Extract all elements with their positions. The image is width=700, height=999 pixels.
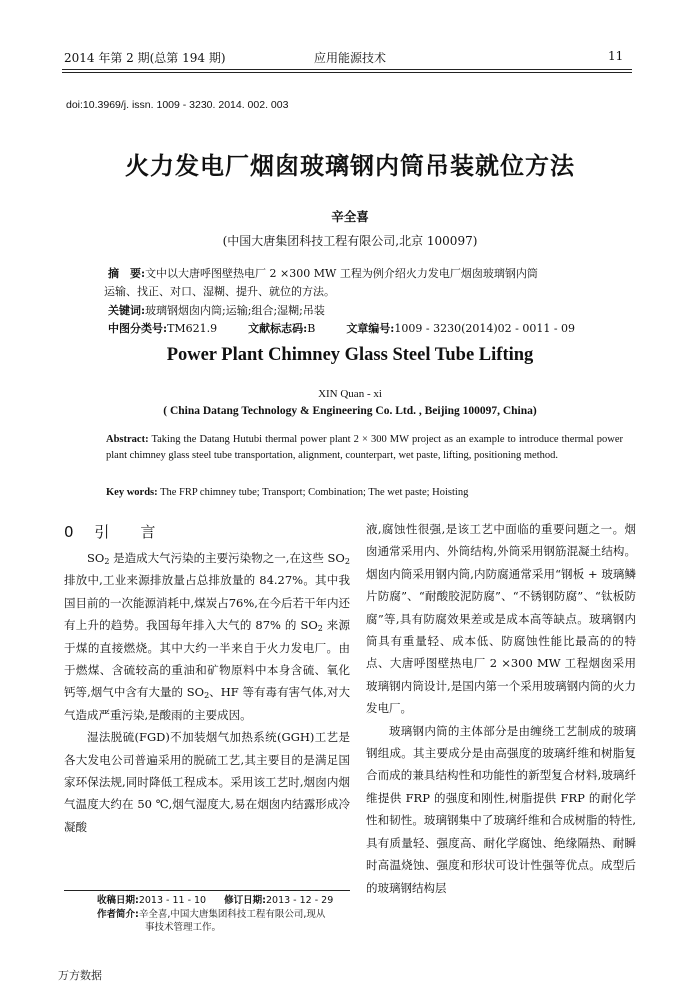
section-number: 0 — [64, 523, 82, 541]
affiliation-english: ( China Datang Technology & Engineering Co. Ltd. , Beijing 100097, China) — [163, 405, 537, 417]
header-rule — [62, 69, 632, 70]
keywords-text: 玻璃钢烟囱内筒;运输;组合;湿糊;吊装 — [145, 304, 325, 317]
header-issue: 2014 年第 2 期(总第 194 期) — [64, 51, 226, 65]
paragraph: 湿法脱硫(FGD)不加装烟气加热系统(GGH)工艺是各大发电公司普遍采用的脱硫工艺,其主要目的是满足国家环保法规,同时降低工程成本。采用该工艺时,烟囱内烟气温度大约在 50 ℃,烟气湿度大,易在烟囱内结露形成冷凝酸 — [64, 730, 350, 834]
keywords-en-label: Key words: — [106, 487, 158, 498]
clc-label: 中图分类号: — [108, 322, 168, 335]
abstract-chinese-cont: 运输、找正、对口、湿糊、提升、就位的方法。 — [104, 285, 335, 298]
clc-value: TM621.9 — [167, 322, 218, 335]
author-english: XIN Quan - xi — [318, 388, 382, 400]
doi: doi:10.3969/j. issn. 1009 - 3230. 2014. 002. 003 — [66, 99, 289, 111]
title-chinese: 火力发电厂烟囱玻璃钢内筒吊装就位方法 — [125, 152, 575, 180]
keywords-en-text: The FRP chimney tube; Transport; Combination; The wet paste; Hoisting — [160, 487, 469, 498]
header-rule-2 — [62, 72, 632, 73]
abstract-en-label: Abstract: — [106, 434, 149, 445]
footer-watermark: 万方数据 — [58, 969, 102, 982]
keywords-english — [106, 485, 623, 501]
footnote-bio: 作者简介:辛全喜,中国大唐集团科技工程有限公司,现从 — [97, 909, 326, 920]
article-no-label: 文章编号: — [346, 322, 395, 335]
footnote-dates: 收稿日期:2013 - 11 - 10 修订日期:2013 - 12 - 29 — [97, 895, 334, 906]
abstract-english — [106, 432, 623, 463]
abstract-label: 摘 要: — [108, 267, 146, 280]
footnote-bio-cont: 事技术管理工作。 — [145, 922, 222, 933]
classification-line — [108, 320, 648, 338]
doc-code-value: B — [307, 322, 316, 335]
article-no-value: 1009 - 3230(2014)02 - 0011 - 09 — [394, 322, 576, 335]
author-chinese: 辛全喜 — [331, 209, 369, 224]
abstract-text-1: 文中以大唐呼图壁热电厂 2 ×300 MW 工程为例介绍火力发电厂烟囱玻璃钢内筒 — [145, 267, 538, 280]
abstract-chinese — [108, 265, 618, 283]
right-column — [366, 518, 636, 899]
section-heading — [64, 521, 163, 542]
paragraph: $SO_2$ 是造成大气污染的主要污染物之一,在这些 $SO_2$ 排放中,工业来源排放量占总排放量的 84.27%。其中我国目前的一次能源消耗中,煤炭占76%,在今后若干年内还有上升的趋势。我国每年排入大气的 87% 的 $SO_2$ 来源于煤的直接燃烧。其中大约一半来自于火力发电厂。由于燃煤、含硫较高的重油和矿物原料中本身含硫、氧化钙等,烟气中含有大量的 $SO_2$、HF 等有毒有害气体,对大气造成严重污染,是酸雨的主要成因。 — [64, 551, 350, 722]
section-title: 引 言 — [94, 523, 164, 541]
keywords-label: 关键词: — [108, 304, 146, 317]
paragraph: 玻璃钢内筒的主体部分是由缠绕工艺制成的玻璃钢组成。其主要成分是由高强度的玻璃纤维和树脂复合而成的兼具结构性和功能性的新型复合材料,玻璃纤维提供 FRP 的强度和刚性,树脂提供 FRP 的耐化学性和韧性。玻璃钢集中了玻璃纤维和合成树脂的特性,具有质量轻、强度高、耐化学腐蚀、绝缘隔热、耐瞬时高温烧蚀、强度和形状可设计性强等优点。成型后的玻璃钢结构层 — [366, 723, 636, 895]
paragraph: 液,腐蚀性很强,是该工艺中面临的重要问题之一。烟囱通常采用内、外筒结构,外筒采用钢筋混凝土结构。烟囱内筒采用钢内筒,内防腐通常采用“钢板 + 玻璃鳞片防腐”、“耐酸胶泥防腐”、“不锈钢防腐”、“钛板防腐”等,具有防腐效果差或是成本高等缺点。玻璃钢内筒具有重量轻、成本低、防腐蚀性能比最高的的特点、大唐呼图壁热电厂 2 ×300 MW 工程烟囱采用玻璃钢内筒设计,是国内第一个采用玻璃钢内筒的火力发电厂。 — [366, 522, 636, 716]
footnote-rule — [64, 890, 350, 891]
left-column — [64, 547, 350, 838]
header-page-number: 11 — [608, 49, 624, 63]
affiliation-chinese: (中国大唐集团科技工程有限公司,北京 100097) — [222, 234, 478, 248]
header-journal: 应用能源技术 — [313, 51, 386, 65]
abstract-en-text: Taking the Datang Hutubi thermal power plant 2 × 300 MW project as an example to introduce thermal power plant chimney glass steel tube transportation, alignment, counterpart, wet paste, lifting, positioning method. — [106, 434, 623, 461]
keywords-chinese — [108, 302, 618, 320]
doc-code-label: 文献标志码: — [248, 322, 308, 335]
title-english: Power Plant Chimney Glass Steel Tube Lifting — [166, 345, 534, 365]
